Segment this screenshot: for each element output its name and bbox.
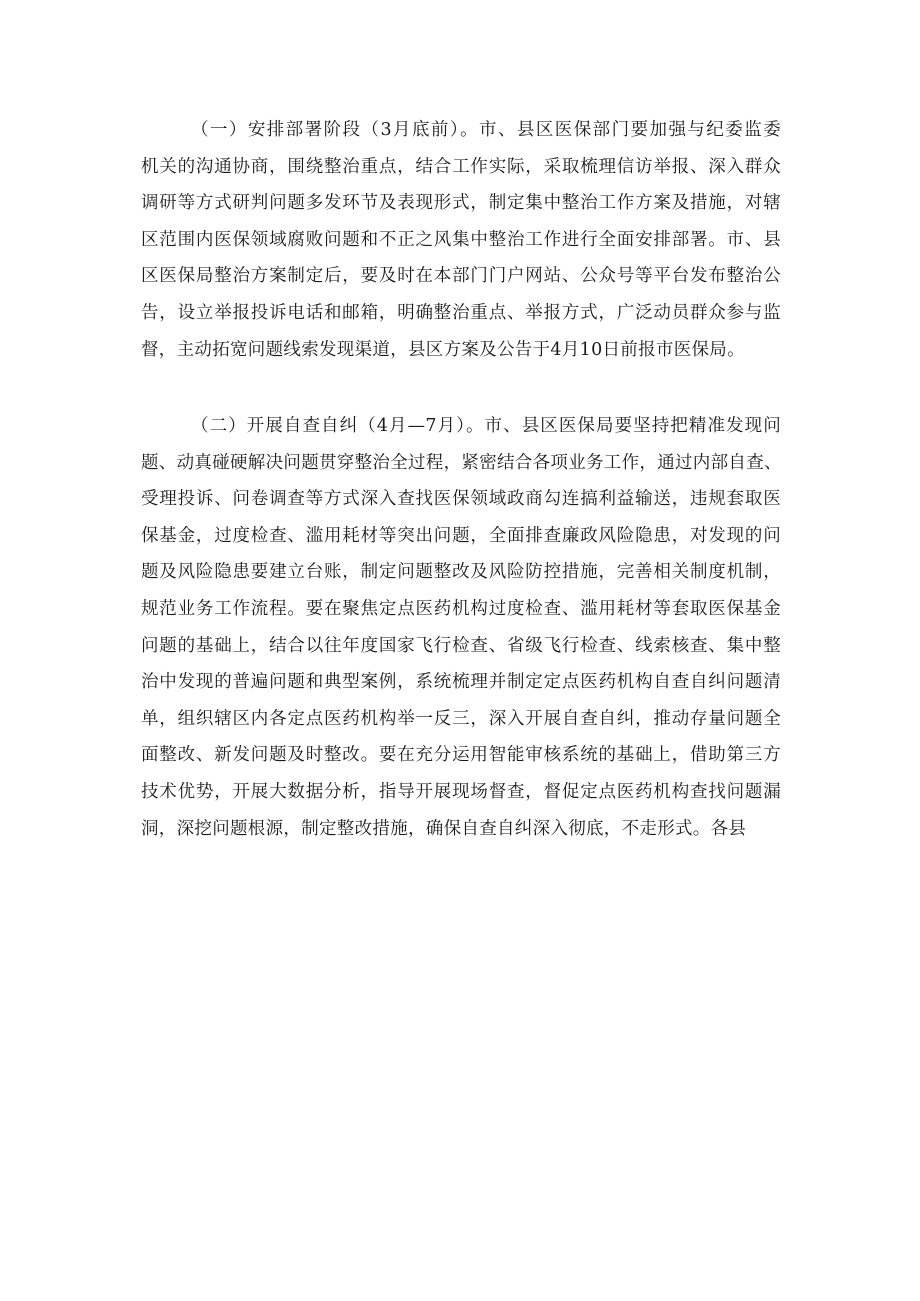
text-line: 告，设立举报投诉电话和邮箱，明确整治重点、举报方式，广泛动员群众参与监 <box>141 302 781 323</box>
text-line: 洞，深挖问题根源，制定整改措施，确保自查自纠深入彻底，不走形式。各县 <box>141 818 747 839</box>
paragraph-planning-stage <box>141 112 781 368</box>
text-line: （一）安排部署阶段（3月底前）。市、县区医保部门要加强与纪委监委 <box>191 120 781 140</box>
paragraph-self-inspection <box>141 408 781 847</box>
text-line: 面整改、新发问题及时整改。要在充分运用智能审核系统的基础上，借助第三方 <box>141 745 781 766</box>
text-line: （二）开展自查自纠（4月—7月）。市、县区医保局要坚持把精准发现问 <box>191 416 781 436</box>
text-line: 技术优势，开展大数据分析，指导开展现场督查，督促定点医药机构查找问题漏 <box>141 781 781 802</box>
text-line: 受理投诉、问卷调查等方式深入查找医保领域政商勾连搞利益输送，违规套取医 <box>141 489 781 510</box>
text-line: 调研等方式研判问题多发环节及表现形式，制定集中整治工作方案及措施，对辖 <box>141 193 781 214</box>
text-line: 题、动真碰硬解决问题贯穿整治全过程，紧密结合各项业务工作，通过内部自查、 <box>141 452 782 473</box>
text-line: 单，组织辖区内各定点医药机构举一反三，深入开展自查自纠，推动存量问题全 <box>141 708 781 729</box>
text-line: 规范业务工作流程。要在聚焦定点医药机构过度检查、滥用耗材等套取医保基金 <box>141 598 781 619</box>
text-line: 题及风险隐患要建立台账，制定问题整改及风险防控措施，完善相关制度机制， <box>141 562 781 583</box>
text-line: 治中发现的普遍问题和典型案例，系统梳理并制定定点医药机构自查自纠问题清 <box>141 672 781 693</box>
text-line: 区医保局整治方案制定后，要及时在本部门门户网站、公众号等平台发布整治公 <box>141 266 781 287</box>
text-line: 督，主动拓宽问题线索发现渠道，县区方案及公告于4月10日前报市医保局。 <box>141 339 745 360</box>
text-line: 保基金，过度检查、滥用耗材等突出问题，全面排查廉政风险隐患，对发现的问 <box>141 525 781 546</box>
text-line: 区范围内医保领域腐败问题和不正之风集中整治工作进行全面安排部署。市、县 <box>141 229 781 250</box>
text-line: 问题的基础上，结合以往年度国家飞行检查、省级飞行检查、线索核查、集中整 <box>141 635 781 656</box>
text-line: 机关的沟通协商，围绕整治重点，结合工作实际，采取梳理信访举报、深入群众 <box>141 156 781 177</box>
